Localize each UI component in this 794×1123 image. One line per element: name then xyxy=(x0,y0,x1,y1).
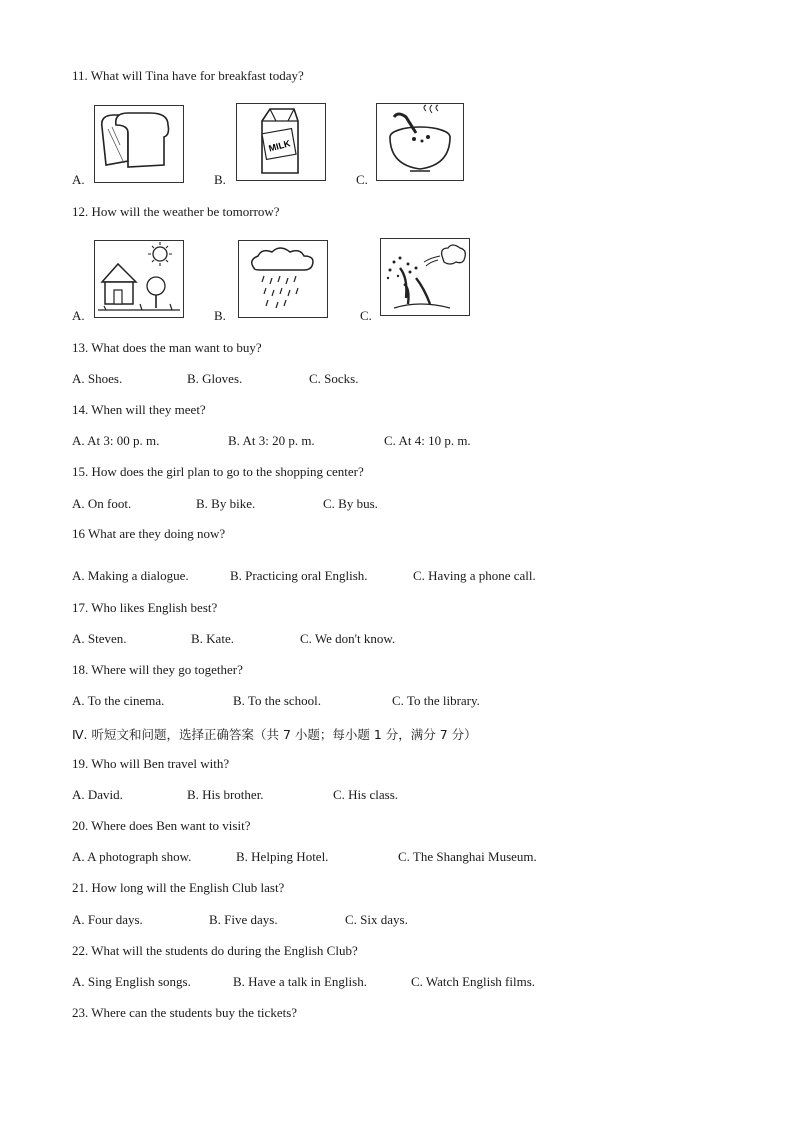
bread-picture[interactable] xyxy=(94,105,184,183)
sunny-picture[interactable] xyxy=(94,240,184,318)
q18-option-c[interactable]: C. To the library. xyxy=(392,693,480,708)
question-12: 12. How will the weather be tomorrow? xyxy=(72,204,280,219)
windy-trees-icon xyxy=(380,238,470,316)
q14-option-c[interactable]: C. At 4: 10 p. m. xyxy=(384,433,471,448)
question-11: 11. What will Tina have for breakfast today? xyxy=(72,68,304,83)
option-a-label[interactable]: A. xyxy=(72,172,85,187)
q15-option-a[interactable]: A. On foot. xyxy=(72,496,132,511)
q16-option-a[interactable]: A. Making a dialogue. xyxy=(72,568,189,583)
milk-carton-icon xyxy=(236,103,326,181)
question-17: 17. Who likes English best? xyxy=(72,600,218,615)
question-18: 18. Where will they go together? xyxy=(72,662,243,677)
q19-option-a[interactable]: A. David. xyxy=(72,787,123,802)
q19-option-b[interactable]: B. His brother. xyxy=(187,787,264,802)
q13-option-b[interactable]: B. Gloves. xyxy=(187,371,243,386)
soup-bowl-icon xyxy=(376,103,464,181)
question-13: 13. What does the man want to buy? xyxy=(72,340,262,355)
q22-option-c[interactable]: C. Watch English films. xyxy=(411,974,536,989)
section-iv-heading: Ⅳ. 听短文和问题，选择正确答案（共 7 小题；每小题 1 分，满分 7 分） xyxy=(72,727,477,742)
q21-option-c[interactable]: C. Six days. xyxy=(345,912,408,927)
option-c-label[interactable]: C. xyxy=(356,172,368,187)
rain-cloud-icon xyxy=(238,240,328,318)
q16-option-c[interactable]: C. Having a phone call. xyxy=(413,568,536,583)
q15-option-b[interactable]: B. By bike. xyxy=(196,496,256,511)
question-14: 14. When will they meet? xyxy=(72,402,206,417)
question-16: 16 What are they doing now? xyxy=(72,526,226,541)
q15-option-c[interactable]: C. By bus. xyxy=(323,496,378,511)
windy-picture[interactable] xyxy=(380,238,470,316)
question-22: 22. What will the students do during the English Club? xyxy=(72,943,358,958)
q22-option-a[interactable]: A. Sing English songs. xyxy=(72,974,191,989)
q18-option-a[interactable]: A. To the cinema. xyxy=(72,693,165,708)
q14-option-a[interactable]: A. At 3: 00 p. m. xyxy=(72,433,160,448)
q19-option-c[interactable]: C. His class. xyxy=(333,787,398,802)
option-a-label[interactable]: A. xyxy=(72,308,85,323)
q21-option-a[interactable]: A. Four days. xyxy=(72,912,143,927)
q13-option-a[interactable]: A. Shoes. xyxy=(72,371,123,386)
question-15: 15. How does the girl plan to go to the shopping center? xyxy=(72,464,364,479)
option-b-label[interactable]: B. xyxy=(214,172,226,187)
soup-picture[interactable] xyxy=(376,103,464,181)
q17-option-a[interactable]: A. Steven. xyxy=(72,631,127,646)
q14-option-b[interactable]: B. At 3: 20 p. m. xyxy=(228,433,315,448)
q17-option-c[interactable]: C. We don't know. xyxy=(300,631,396,646)
milk-text: MILK xyxy=(267,138,292,154)
q16-option-b[interactable]: B. Practicing oral English. xyxy=(230,568,368,583)
option-c-label[interactable]: C. xyxy=(360,308,372,323)
question-21: 21. How long will the English Club last? xyxy=(72,880,285,895)
q13-option-c[interactable]: C. Socks. xyxy=(309,371,359,386)
q20-option-b[interactable]: B. Helping Hotel. xyxy=(236,849,329,864)
sunny-house-icon xyxy=(94,240,184,318)
q20-option-c[interactable]: C. The Shanghai Museum. xyxy=(398,849,537,864)
q20-option-a[interactable]: A. A photograph show. xyxy=(72,849,192,864)
q21-option-b[interactable]: B. Five days. xyxy=(209,912,278,927)
q17-option-b[interactable]: B. Kate. xyxy=(191,631,234,646)
option-b-label[interactable]: B. xyxy=(214,308,226,323)
question-23: 23. Where can the students buy the tickets? xyxy=(72,1005,298,1020)
q18-option-b[interactable]: B. To the school. xyxy=(233,693,322,708)
question-20: 20. Where does Ben want to visit? xyxy=(72,818,251,833)
rain-picture[interactable] xyxy=(238,240,328,318)
question-19: 19. Who will Ben travel with? xyxy=(72,756,230,771)
q22-option-b[interactable]: B. Have a talk in English. xyxy=(233,974,367,989)
milk-picture[interactable] xyxy=(236,103,326,181)
bread-icon xyxy=(94,105,184,183)
